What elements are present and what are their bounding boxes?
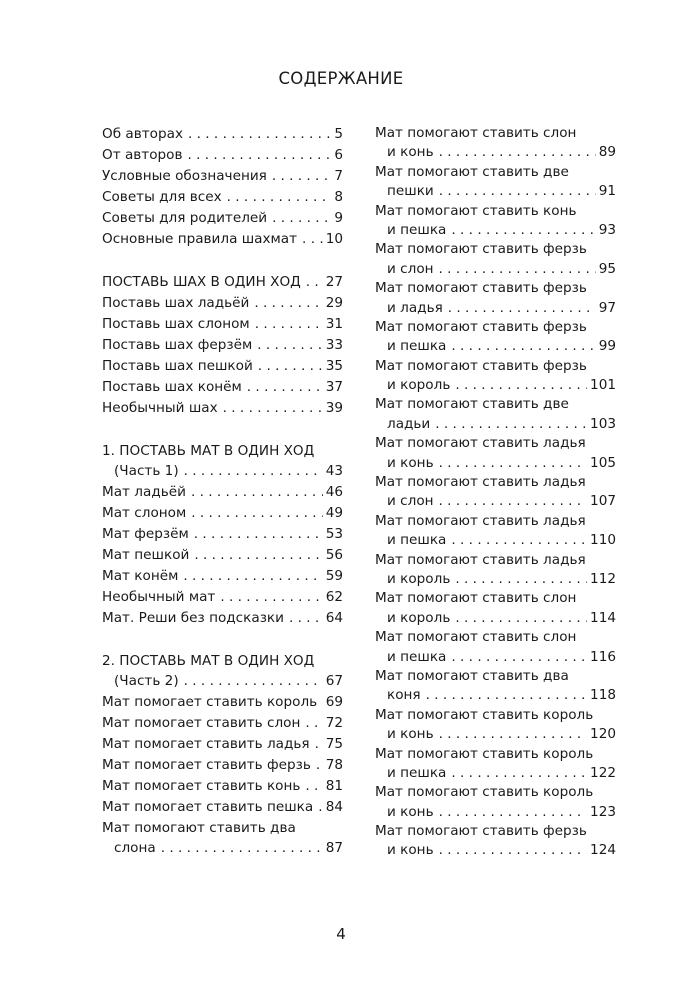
- dot-leader: [322, 692, 323, 713]
- toc-entry-line: [375, 299, 616, 318]
- toc-entry[interactable]: [102, 713, 343, 734]
- toc-entry-line: [375, 454, 616, 473]
- toc-page-number: 120: [590, 726, 616, 743]
- toc-page-number: 75: [325, 736, 343, 752]
- toc-right-column: [375, 124, 616, 861]
- dot-leader: [455, 376, 587, 395]
- toc-entry[interactable]: [102, 187, 343, 208]
- toc-entry[interactable]: [102, 208, 343, 229]
- toc-entry-line: [102, 776, 343, 797]
- toc-page-number: 49: [325, 505, 343, 521]
- toc-section: [102, 124, 343, 250]
- toc-entry-heading: Мат помогают ставить два: [102, 820, 296, 836]
- toc-entry[interactable]: [375, 512, 616, 551]
- toc-page-number: 122: [590, 764, 616, 781]
- toc-entry-title: Поставь шах слоном: [102, 316, 250, 332]
- dot-leader: [435, 415, 587, 434]
- toc-entry-line: [102, 838, 343, 859]
- toc-entry-title: и король: [387, 570, 451, 587]
- toc-entry-line: [375, 764, 616, 783]
- toc-page-number: 7: [334, 168, 343, 184]
- toc-entry-heading: Мат помогают ставить король: [375, 784, 594, 801]
- dot-leader: [302, 229, 323, 250]
- toc-entry-line: [375, 570, 616, 589]
- toc-entry[interactable]: [102, 356, 343, 377]
- dot-leader: [220, 587, 322, 608]
- toc-page-number: 93: [598, 221, 616, 238]
- dot-leader: [223, 398, 323, 419]
- toc-entry[interactable]: [375, 279, 616, 318]
- toc-entry-heading: Мат помогают ставить слон: [375, 590, 577, 607]
- toc-entry-line: [375, 337, 616, 356]
- toc-entry-heading: 2. ПОСТАВЬ МАТ В ОДИН ХОД: [102, 653, 315, 669]
- toc-entry-title: Мат помогает ставить король: [102, 694, 318, 710]
- toc-page-number: 114: [590, 609, 616, 626]
- toc-entry[interactable]: [375, 822, 616, 861]
- dot-leader: [448, 299, 596, 318]
- toc-entry-line: [375, 686, 616, 705]
- toc-entry-line: [102, 797, 343, 818]
- toc-entry-title: Поставь шах конём: [102, 379, 242, 395]
- toc-page-number: 110: [590, 532, 616, 549]
- toc-entry-heading: Мат помогают ставить два: [375, 667, 569, 684]
- toc-entry[interactable]: [375, 551, 616, 590]
- toc-entry[interactable]: [102, 482, 343, 503]
- toc-entry-line: [102, 482, 343, 503]
- toc-page-number: 29: [325, 295, 343, 311]
- toc-entry-line: [375, 492, 616, 511]
- toc-page-number: 59: [325, 568, 343, 584]
- toc-entry[interactable]: [375, 240, 616, 279]
- toc-entry[interactable]: [102, 293, 343, 314]
- toc-page-number: 6: [334, 147, 343, 163]
- toc-entry-heading: Мат помогают ставить две: [375, 396, 569, 413]
- toc-entry-line: [102, 524, 343, 545]
- toc-entry[interactable]: [375, 357, 616, 396]
- toc-entry-line: [102, 545, 343, 566]
- toc-entry-title: коня: [387, 687, 421, 704]
- toc-page-number: 31: [325, 316, 343, 332]
- toc-entry-heading: Мат помогают ставить ладья: [375, 474, 586, 491]
- page-number: 4: [336, 925, 346, 943]
- toc-entry-line: [375, 841, 616, 860]
- toc-entry[interactable]: [102, 755, 343, 776]
- toc-entry-line: [102, 503, 343, 524]
- toc-entry-line: [375, 609, 616, 628]
- toc-entry-line: [102, 208, 343, 229]
- dot-leader: [315, 734, 323, 755]
- toc-entry[interactable]: [102, 776, 343, 797]
- dot-leader: [194, 524, 323, 545]
- toc-page-number: 89: [598, 144, 616, 161]
- toc-entry-heading: Мат помогают ставить ферзь: [375, 823, 587, 840]
- dot-leader: [161, 838, 323, 859]
- toc-entry-title: Мат помогает ставить пешка: [102, 799, 314, 815]
- dot-leader: [439, 841, 587, 860]
- toc-page-number: 69: [325, 694, 343, 710]
- toc-entry-line: [102, 566, 343, 587]
- dot-leader: [426, 686, 587, 705]
- dot-leader: [272, 166, 332, 187]
- dot-leader: [183, 566, 322, 587]
- toc-entry[interactable]: [102, 545, 343, 566]
- dot-leader: [451, 764, 587, 783]
- toc-entry[interactable]: [102, 441, 343, 482]
- toc-entry-title: Мат. Реши без подсказки: [102, 610, 284, 626]
- dot-leader: [305, 713, 322, 734]
- dot-leader: [272, 208, 331, 229]
- dot-leader: [184, 461, 323, 482]
- toc-entry-line: [375, 415, 616, 434]
- dot-leader: [451, 221, 595, 240]
- section-gap: [102, 250, 343, 272]
- toc-page-number: 97: [598, 299, 616, 316]
- toc-entry-heading: Мат помогают ставить король: [375, 706, 594, 723]
- toc-entry[interactable]: [102, 166, 343, 187]
- toc-entry-title: ладьи: [387, 415, 431, 432]
- toc-page-number: 87: [325, 840, 343, 856]
- toc-entry[interactable]: [375, 163, 616, 202]
- toc-entry-line: [102, 314, 343, 335]
- toc-entry[interactable]: [102, 145, 343, 166]
- toc-page-number: 56: [325, 547, 343, 563]
- toc-entry-heading: Мат помогают ставить ферзь: [375, 241, 587, 258]
- toc-entry-title: От авторов: [102, 147, 183, 163]
- toc-page-number: 116: [590, 648, 616, 665]
- toc-entry-heading: Мат помогают ставить ферзь: [375, 280, 587, 297]
- toc-entry-title: (Часть 1): [114, 463, 179, 479]
- toc-page-number: 84: [325, 799, 343, 815]
- toc-entry[interactable]: [102, 229, 343, 250]
- toc-entry-line: [102, 356, 343, 377]
- toc-entry-title: и пешка: [387, 221, 447, 238]
- toc-left-column: [102, 124, 343, 859]
- toc-entry-title: и пешка: [387, 532, 447, 549]
- toc-entry-title: и слон: [387, 260, 434, 277]
- toc-page-number: 112: [590, 570, 616, 587]
- toc-page-number: 62: [325, 589, 343, 605]
- toc-section: [102, 441, 343, 629]
- toc-page-number: 46: [325, 484, 343, 500]
- toc-entry-title: Мат ферзём: [102, 526, 189, 542]
- toc-entry[interactable]: [375, 667, 616, 706]
- toc-entry-heading: 1. ПОСТАВЬ МАТ В ОДИН ХОД: [102, 443, 315, 459]
- toc-entry[interactable]: [102, 797, 343, 818]
- dot-leader: [289, 608, 323, 629]
- toc-page-number: 81: [325, 778, 343, 794]
- toc-entry-line: [375, 725, 616, 744]
- dot-leader: [439, 492, 588, 511]
- dot-leader: [451, 531, 587, 550]
- toc-entry-title: Об авторах: [102, 126, 183, 142]
- toc-entry[interactable]: [102, 734, 343, 755]
- toc-page-number: 67: [325, 673, 343, 689]
- toc-entry[interactable]: [102, 314, 343, 335]
- toc-entry-line: [102, 124, 343, 145]
- toc-page-number: 99: [598, 338, 616, 355]
- toc-entry-title: и слон: [387, 493, 434, 510]
- dot-leader: [306, 272, 323, 293]
- dot-leader: [255, 314, 323, 335]
- toc-page-number: 33: [325, 337, 343, 353]
- toc-entry-line: [102, 166, 343, 187]
- dot-leader: [184, 671, 323, 692]
- toc-page-number: 124: [590, 842, 616, 859]
- dot-leader: [191, 482, 323, 503]
- toc-entry-line: [102, 272, 343, 293]
- toc-page-number: 10: [325, 231, 343, 247]
- toc-page-number: 64: [325, 610, 343, 626]
- dot-leader: [227, 187, 332, 208]
- toc-entry[interactable]: [375, 395, 616, 434]
- toc-entry[interactable]: [102, 335, 343, 356]
- toc-page-number: 35: [325, 358, 343, 374]
- toc-page-number: 43: [325, 463, 343, 479]
- toc-entry[interactable]: [102, 272, 343, 293]
- toc-page-number: 123: [590, 803, 616, 820]
- toc-entry-line: [102, 335, 343, 356]
- toc-entry[interactable]: [375, 589, 616, 628]
- toc-entry-line: [102, 293, 343, 314]
- toc-entry-title: и король: [387, 609, 451, 626]
- toc-entry[interactable]: [375, 473, 616, 512]
- toc-entry-line: [102, 671, 343, 692]
- toc-page-number: 9: [334, 210, 343, 226]
- toc-page-number: 37: [325, 379, 343, 395]
- toc-entry[interactable]: [375, 124, 616, 163]
- toc-entry[interactable]: [102, 524, 343, 545]
- toc-entry-title: Необычный шах: [102, 400, 218, 416]
- toc-entry[interactable]: [102, 377, 343, 398]
- toc-entry-line: [102, 608, 343, 629]
- toc-page-number: 39: [325, 400, 343, 416]
- toc-entry-line: [102, 461, 343, 482]
- toc-entry[interactable]: [375, 628, 616, 667]
- section-gap: [102, 629, 343, 651]
- dot-leader: [439, 182, 596, 201]
- toc-entry-heading: Мат помогают ставить ферзь: [375, 318, 587, 335]
- toc-page-number: 5: [334, 126, 343, 142]
- toc-page-number: 107: [590, 493, 616, 510]
- toc-page-number: 105: [590, 454, 616, 471]
- toc-entry-title: Поставь шах пешкой: [102, 358, 253, 374]
- dot-leader: [439, 454, 587, 473]
- toc-entry-title: слона: [114, 840, 156, 856]
- dot-leader: [439, 725, 587, 744]
- toc-entry-title: Необычный мат: [102, 589, 216, 605]
- toc-entry-line: [102, 229, 343, 250]
- toc-entry-heading: Мат помогают ставить ладья: [375, 512, 586, 529]
- toc-entry[interactable]: [375, 745, 616, 784]
- toc-entry-title: Мат пешкой: [102, 547, 190, 563]
- toc-entry-title: Мат помогает ставить ферзь: [102, 757, 311, 773]
- dot-leader: [194, 545, 322, 566]
- toc-entry-title: Советы для родителей: [102, 210, 268, 226]
- dot-leader: [439, 260, 596, 279]
- toc-entry-title: и король: [387, 377, 451, 394]
- dot-leader: [305, 776, 322, 797]
- dot-leader: [451, 337, 595, 356]
- toc-entry-heading: Мат помогают ставить конь: [375, 202, 577, 219]
- toc-entry-title: и конь: [387, 842, 434, 859]
- toc-title: СОДЕРЖАНИЕ: [278, 69, 404, 88]
- toc-entry[interactable]: [102, 587, 343, 608]
- toc-entry[interactable]: [102, 398, 343, 419]
- toc-entry[interactable]: [102, 818, 343, 859]
- toc-entry-line: [375, 531, 616, 550]
- dot-leader: [455, 570, 587, 589]
- dot-leader: [191, 503, 322, 524]
- toc-section: [102, 651, 343, 859]
- toc-entry-title: (Часть 2): [114, 673, 179, 689]
- toc-entry-title: и конь: [387, 726, 434, 743]
- toc-entry[interactable]: [102, 503, 343, 524]
- toc-page-number: 8: [334, 189, 343, 205]
- toc-entry-title: и пешка: [387, 648, 447, 665]
- toc-entry-title: Условные обозначения: [102, 168, 267, 184]
- toc-entry[interactable]: [375, 318, 616, 357]
- toc-entry-heading: Мат помогают ставить слон: [375, 629, 577, 646]
- toc-section: [102, 272, 343, 419]
- toc-entry-heading: Мат помогают ставить король: [375, 745, 594, 762]
- toc-entry-title: и конь: [387, 144, 434, 161]
- toc-entry-title: Поставь шах ладьёй: [102, 295, 250, 311]
- toc-entry-line: [375, 376, 616, 395]
- toc-entry-line: [102, 398, 343, 419]
- toc-entry[interactable]: [102, 608, 343, 629]
- toc-entry-title: и пешка: [387, 338, 447, 355]
- toc-entry-title: Мат помогает ставить ладья: [102, 736, 310, 752]
- dot-leader: [258, 356, 323, 377]
- toc-entry-heading: Мат помогают ставить слон: [375, 125, 577, 141]
- toc-entry-heading: Мат помогают ставить две: [375, 163, 569, 180]
- toc-entry-heading: Мат помогают ставить ладья: [375, 435, 586, 452]
- toc-entry-line: [375, 182, 616, 201]
- toc-entry[interactable]: [375, 706, 616, 745]
- toc-entry-line: [375, 648, 616, 667]
- toc-entry[interactable]: [102, 692, 343, 713]
- toc-entry-title: Советы для всех: [102, 189, 222, 205]
- dot-leader: [451, 648, 587, 667]
- toc-entry-title: Мат помогает ставить конь: [102, 778, 301, 794]
- toc-entry-title: и конь: [387, 454, 434, 471]
- toc-entry-heading: Мат помогают ставить ладья: [375, 551, 586, 568]
- dot-leader: [187, 145, 331, 166]
- toc-entry-line: [102, 145, 343, 166]
- toc-entry-line: [102, 187, 343, 208]
- dot-leader: [439, 803, 587, 822]
- toc-entry-heading: Мат помогают ставить ферзь: [375, 357, 587, 374]
- toc-entry-line: [102, 734, 343, 755]
- toc-page-number: 53: [325, 526, 343, 542]
- dot-leader: [316, 755, 323, 776]
- toc-entry-line: [102, 587, 343, 608]
- dot-leader: [318, 797, 322, 818]
- toc-entry-line: [102, 377, 343, 398]
- toc-entry-line: [102, 713, 343, 734]
- toc-entry[interactable]: [102, 651, 343, 692]
- toc-entry-title: Мат слоном: [102, 505, 187, 521]
- toc-entry-title: Основные правила шахмат: [102, 231, 298, 247]
- toc-entry-title: ПОСТАВЬ ШАХ В ОДИН ХОД: [102, 274, 301, 290]
- dot-leader: [188, 124, 331, 145]
- toc-entry-line: [375, 143, 616, 162]
- toc-entry-title: и пешка: [387, 764, 447, 781]
- toc-entry-title: Мат помогает ставить слон: [102, 715, 301, 731]
- toc-page-number: 118: [590, 687, 616, 704]
- toc-entry-line: [102, 755, 343, 776]
- dot-leader: [247, 377, 323, 398]
- toc-page-number: 101: [590, 377, 616, 394]
- toc-entry-title: и ладья: [387, 299, 443, 316]
- toc-entry[interactable]: [102, 566, 343, 587]
- dot-leader: [455, 609, 587, 628]
- toc-page-number: 103: [590, 415, 616, 432]
- section-gap: [102, 419, 343, 441]
- dot-leader: [257, 335, 322, 356]
- toc-page-number: 78: [325, 757, 343, 773]
- toc-page-number: 91: [598, 183, 616, 200]
- toc-entry-line: [375, 221, 616, 240]
- toc-entry-line: [375, 260, 616, 279]
- toc-entry[interactable]: [375, 202, 616, 241]
- toc-entry-title: пешки: [387, 183, 434, 200]
- dot-leader: [439, 143, 596, 162]
- toc-entry[interactable]: [375, 434, 616, 473]
- toc-page-number: 27: [325, 274, 343, 290]
- dot-leader: [254, 293, 322, 314]
- toc-entry[interactable]: [375, 783, 616, 822]
- toc-entry-line: [102, 692, 343, 713]
- toc-entry-line: [375, 803, 616, 822]
- toc-entry[interactable]: [102, 124, 343, 145]
- toc-page-number: 72: [325, 715, 343, 731]
- toc-entry-title: и конь: [387, 803, 434, 820]
- toc-entry-title: Поставь шах ферзём: [102, 337, 253, 353]
- toc-entry-title: Мат конём: [102, 568, 179, 584]
- toc-entry-title: Мат ладьёй: [102, 484, 186, 500]
- toc-page-number: 95: [598, 260, 616, 277]
